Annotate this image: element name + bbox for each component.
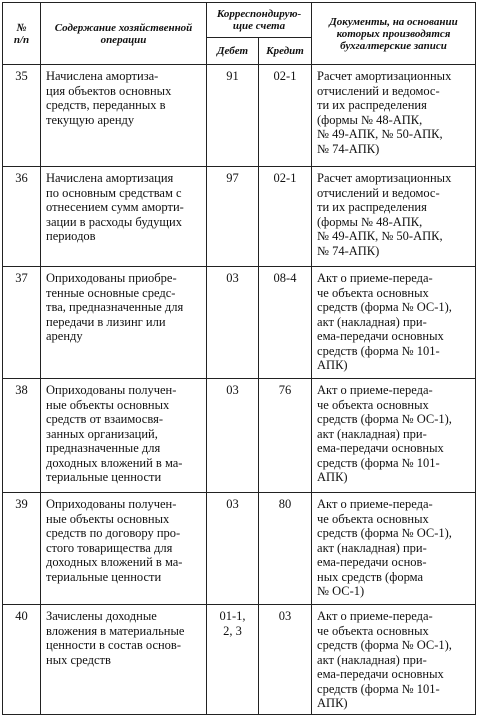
row-number: 36 xyxy=(3,167,41,267)
debit-account: 01-1, 2, 3 xyxy=(207,605,259,715)
operation-text: Зачислены доходные вложения в материальные ценности в состав основ- ных средств xyxy=(41,605,207,715)
debit-account: 97 xyxy=(207,167,259,267)
accounting-operations-table xyxy=(2,2,476,715)
debit-account: 91 xyxy=(207,65,259,167)
table-row xyxy=(3,379,476,493)
table-row xyxy=(3,605,476,715)
row-number: 35 xyxy=(3,65,41,167)
row-number: 40 xyxy=(3,605,41,715)
document-text: Расчет амортизационных отчислений и ведомос- ти их распределения (формы № 48-АПК, № 49-АПК, № 50-АПК, № 74-АПК) xyxy=(312,167,476,267)
document-text: Акт о приеме-переда- че объекта основных средств (форма № ОС-1), акт (накладная) при- ема-передачи основных средств (форма № 101- АПК) xyxy=(312,267,476,379)
document-text: Акт о приеме-переда- че объекта основных средств (форма № ОС-1), акт (накладная) при- ема-передачи основ- ных средств (форма № ОС-1) xyxy=(312,493,476,605)
table-row xyxy=(3,65,476,167)
table-row xyxy=(3,267,476,379)
header-operation: Содержание хозяйственной операции xyxy=(41,3,207,65)
operation-text: Оприходованы приобре- тенные основные средс- тва, предназначенные для передачи в лизинг или аренду xyxy=(41,267,207,379)
debit-account: 03 xyxy=(207,267,259,379)
row-number: 39 xyxy=(3,493,41,605)
document-text: Акт о приеме-переда- че объекта основных средств (форма № ОС-1), акт (накладная) при- ема-передачи основных средств (форма № 101- АПК) xyxy=(312,605,476,715)
credit-account: 08-4 xyxy=(259,267,312,379)
row-number: 37 xyxy=(3,267,41,379)
credit-account: 03 xyxy=(259,605,312,715)
header-debit: Дебет xyxy=(207,38,259,65)
table-row xyxy=(3,167,476,267)
operation-text: Оприходованы получен- ные объекты основных средств по договору про- стого товарищества для доходных вложений в ма- териальные ценности xyxy=(41,493,207,605)
table-row xyxy=(3,493,476,605)
credit-account: 02-1 xyxy=(259,167,312,267)
debit-account: 03 xyxy=(207,379,259,493)
operation-text: Начислена амортизация по основным средствам с отнесением сумм аморти- зации в расходы будущих периодов xyxy=(41,167,207,267)
header-accounts: Корреспондирую- щие счета xyxy=(207,3,312,38)
operation-text: Оприходованы получен- ные объекты основных средств от взаимосвя- занных организаций, предназначенные для доходных вложений в ма- териальные ценности xyxy=(41,379,207,493)
credit-account: 76 xyxy=(259,379,312,493)
credit-account: 02-1 xyxy=(259,65,312,167)
operation-text: Начислена амортиза- ция объектов основных средств, переданных в текущую аренду xyxy=(41,65,207,167)
document-text: Расчет амортизационных отчислений и ведомос- ти их распределения (формы № 48-АПК, № 49-АПК, № 50-АПК, № 74-АПК) xyxy=(312,65,476,167)
debit-account: 03 xyxy=(207,493,259,605)
header-row xyxy=(3,3,476,38)
header-credit: Кредит xyxy=(259,38,312,65)
credit-account: 80 xyxy=(259,493,312,605)
row-number: 38 xyxy=(3,379,41,493)
header-num: № п/п xyxy=(3,3,41,65)
document-text: Акт о приеме-переда- че объекта основных средств (форма № ОС-1), акт (накладная) при- ема-передачи основных средств (форма № 101- АПК) xyxy=(312,379,476,493)
header-documents: Документы, на основании которых производятся бухгалтерские записи xyxy=(312,3,476,65)
